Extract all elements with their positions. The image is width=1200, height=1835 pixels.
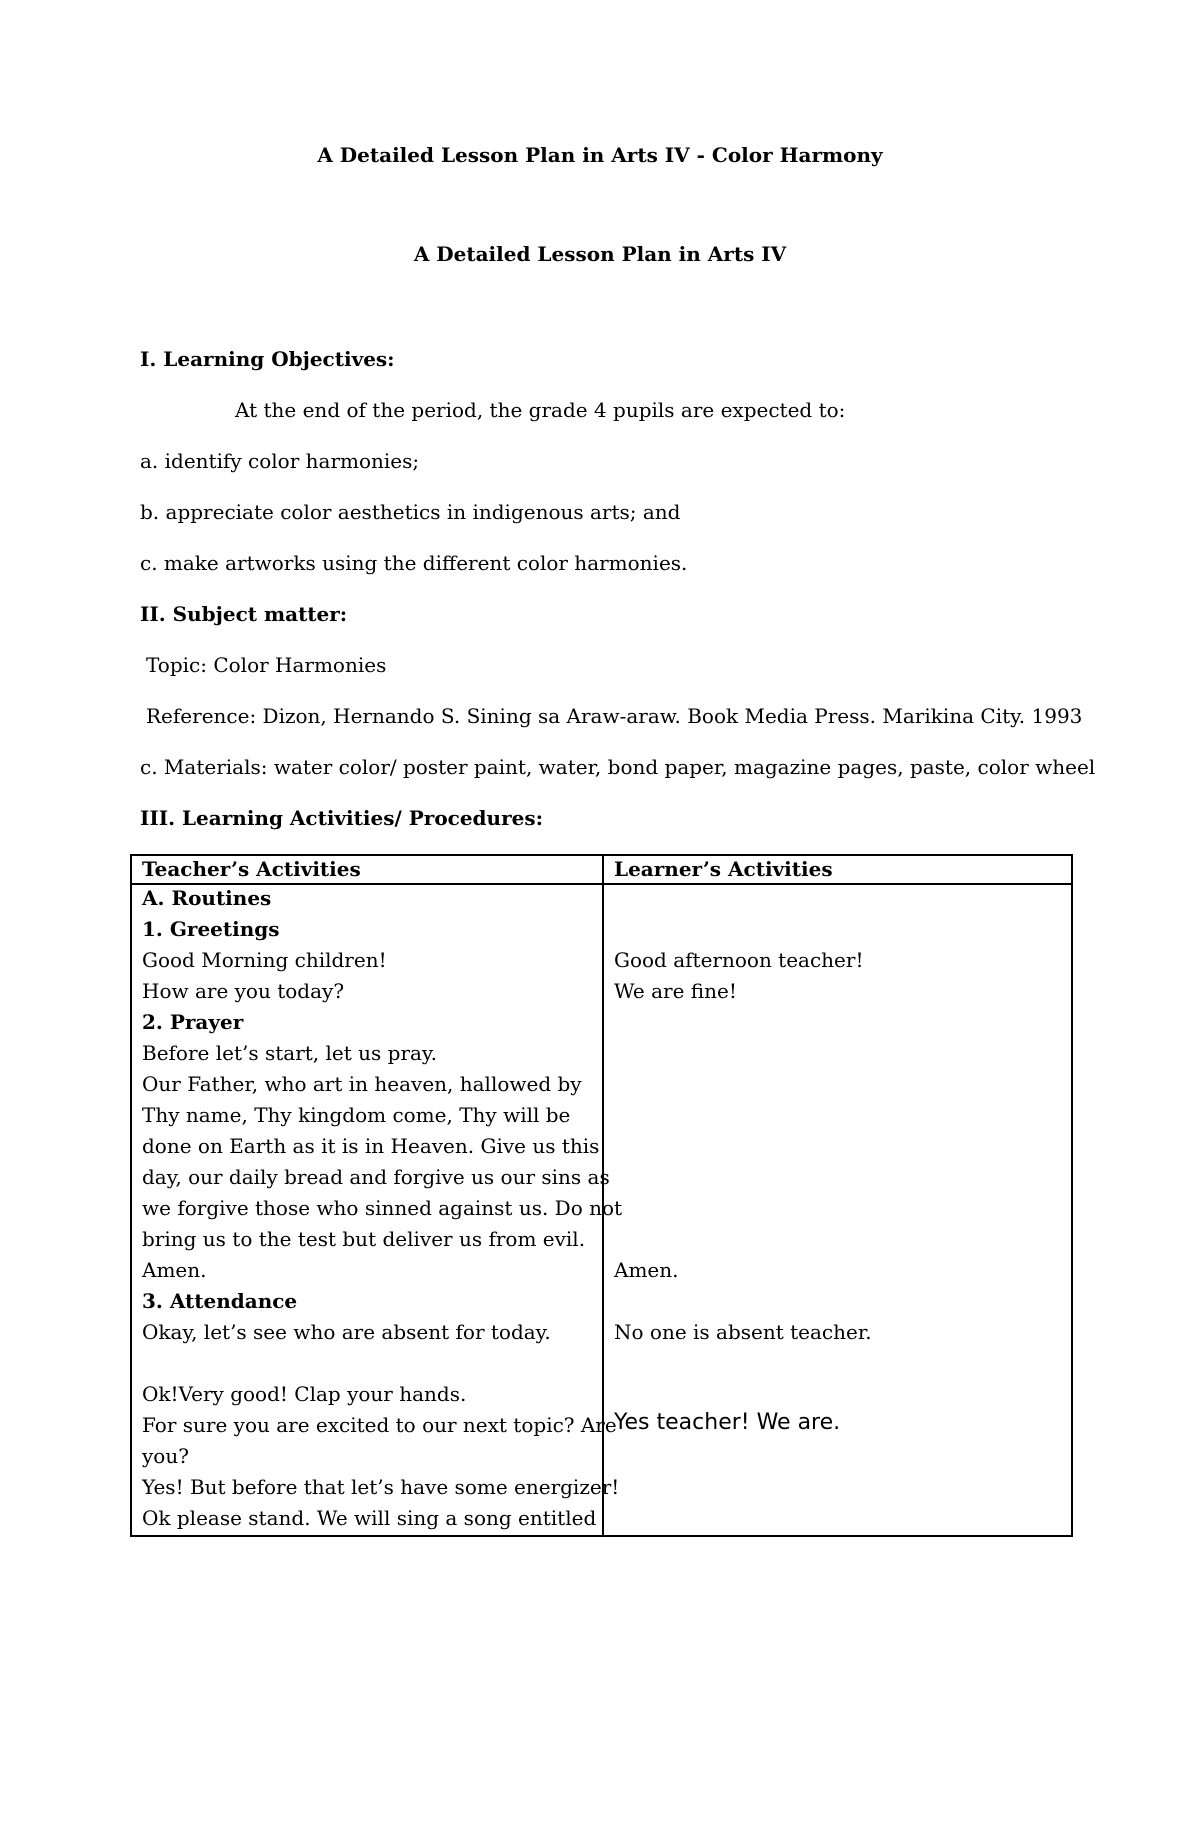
teacher-line: Yes! But before that let’s have some energizer! (142, 1475, 620, 1499)
teacher-line: day, our daily bread and forgive us our sins as (142, 1165, 610, 1189)
subject-matter-heading: II. Subject matter: (140, 602, 348, 626)
learner-line: Good afternoon teacher! (614, 948, 864, 972)
learner-line: Amen. (614, 1258, 679, 1282)
objective-item: c. make artworks using the different color harmonies. (140, 551, 688, 575)
learner-column-header: Learner’s Activities (614, 857, 833, 881)
teacher-line: 1. Greetings (142, 917, 280, 941)
objectives-intro: At the end of the period, the grade 4 pupils are expected to: (235, 398, 846, 422)
teacher-line: For sure you are excited to our next topic? Are (142, 1413, 617, 1437)
teacher-line: A. Routines (142, 886, 272, 910)
teacher-line: bring us to the test but deliver us from evil. (142, 1227, 586, 1251)
header-divider (132, 883, 1071, 885)
activities-heading: III. Learning Activities/ Procedures: (140, 806, 543, 830)
subject-topic: Topic: Color Harmonies (146, 653, 387, 677)
teacher-line: Ok!Very good! Clap your hands. (142, 1382, 467, 1406)
teacher-line: Good Morning children! (142, 948, 387, 972)
objectives-heading: I. Learning Objectives: (140, 347, 395, 371)
teacher-line: Before let’s start, let us pray. (142, 1041, 437, 1065)
teacher-line: Our Father, who art in heaven, hallowed by (142, 1072, 582, 1096)
subtitle: A Detailed Lesson Plan in Arts IV (413, 242, 787, 266)
activities-table (130, 854, 1073, 1537)
teacher-line: 2. Prayer (142, 1010, 244, 1034)
teacher-line: you? (142, 1444, 189, 1468)
teacher-line: How are you today? (142, 979, 345, 1003)
objective-item: a. identify color harmonies; (140, 449, 420, 473)
objective-item: b. appreciate color aesthetics in indigenous arts; and (140, 500, 681, 524)
teacher-line: Ok please stand. We will sing a song entitled (142, 1506, 597, 1530)
teacher-line: done on Earth as it is in Heaven. Give us this (142, 1134, 600, 1158)
teacher-line: Amen. (142, 1258, 207, 1282)
learner-line: Yes teacher! We are. (614, 1410, 841, 1435)
teacher-line: Okay, let’s see who are absent for today. (142, 1320, 551, 1344)
teacher-line: we forgive those who sinned against us. Do not (142, 1196, 623, 1220)
subject-materials: c. Materials: water color/ poster paint, water, bond paper, magazine pages, paste, color wheel (140, 755, 1096, 779)
learner-line: We are fine! (614, 979, 737, 1003)
main-title: A Detailed Lesson Plan in Arts IV - Color Harmony (317, 143, 883, 167)
teacher-line: Thy name, Thy kingdom come, Thy will be (142, 1103, 571, 1127)
teacher-column-header: Teacher’s Activities (142, 857, 361, 881)
teacher-line: 3. Attendance (142, 1289, 298, 1313)
subject-reference: Reference: Dizon, Hernando S. Sining sa Araw-araw. Book Media Press. Marikina City. 1993 (146, 704, 1083, 728)
learner-line: No one is absent teacher. (614, 1320, 872, 1344)
